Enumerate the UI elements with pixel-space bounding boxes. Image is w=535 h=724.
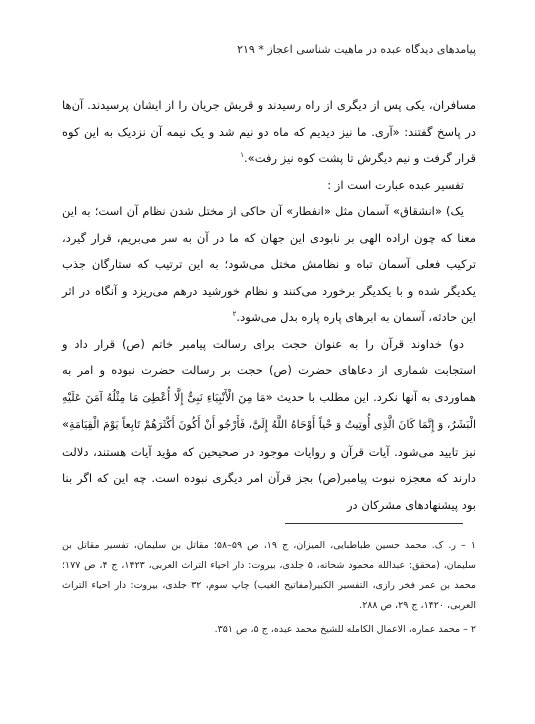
footnote-separator bbox=[285, 523, 463, 524]
paragraph-3 bbox=[62, 198, 476, 331]
paragraph-4-text-after: » نیز تایید می‌شود. آیات قرآن و روایات موجود در صحیحین که مؤید آیات هستند، دلالت دارند که معجزه نبوت پیامبر(ص) بجز قرآن امر دیگری نبوده است. چه این که اگر بنا بود پیشنهادهای مشرکان در bbox=[62, 417, 476, 512]
running-header: پیامدهای دیدگاه عبده در ماهیت شناسی اعجاز * ۲۱۹ bbox=[237, 43, 476, 56]
page-content bbox=[62, 42, 476, 518]
footnote-ref-2[interactable]: ۲ bbox=[232, 310, 237, 319]
footnotes bbox=[62, 536, 476, 644]
footnote-ref-1[interactable]: ۱ bbox=[240, 151, 245, 160]
paragraph-2: تفسیر عبده عبارت است از : bbox=[327, 177, 464, 192]
paragraph-4-text-before: دو) خداوند قرآن را به عنوان حجت برای رسالت پیامبر خاتم (ص) قرار داد و استجابت شماری از دعاهای حضرت (ص) حجت بر رسالت حضرت نبوده و امر به هماوردی به آنها نکرد. این مطلب با حدیث « bbox=[62, 336, 476, 404]
footnote-2: ۲ – محمد عماره، الاعمال الکامله للشیخ محمد عبده، ج ۵، ص ۳۵۱. bbox=[214, 624, 476, 635]
paragraph-3-text: یک) «انشقاق» آسمان مثل «انفطار» آن حاکی از مختل شدن نظام آن است؛ به این معنا که چون اراده الهی بر نابودی این جهان که ما در آن به سر می‌بریم، قرار گیرد، ترکیب فعلی آسمان تباه و نظامش مختل می‌شود؛ به این ترتیب که ستارگان جذب یکدیگر شده و با یکدیگر برخورد می‌کنند و نظام خورشید درهم می‌ریزد و آنگاه در اثر این حادثه، آسمان به ابرهای پاره پاره بدل می‌شود. bbox=[62, 204, 476, 324]
paragraph-4 bbox=[62, 331, 476, 519]
paragraph-1-text: مسافران، یکی پس از دیگری از راه رسیدند و قریش جریان را از ایشان پرسیدند. آن‌ها در پاسخ گفتند: «آری. ما نیز دیدیم که ماه دو نیم شد و یک نیمه آن نزدیک به این کوه قرار گرفت و نیم دیگرش تا پشت کوه نیز رفت». bbox=[62, 98, 476, 165]
paragraph-1 bbox=[62, 92, 476, 172]
hadith-quote: مَا مِنَ الْأَنْبِیَاءِ نَبِیٌّ إِلَّا أُعْطِیَ مَا مِثْلُهُ آمَنَ عَلَیْهِ الْبَشَرُ، وَ إِنَّمَا كَانَ الَّذِی أُوتِیتُ وَ حْیاً أَوْحَاهُ اللَّهُ إِلَیَّ، فَأَرْجُو أَنْ أَكُونَ أَكْثَرَهُمْ تَابِعاً یَوْمَ الْقِیَامَةِ bbox=[62, 390, 476, 431]
footnote-1: ۱ – ر. ک. محمد حسین طباطبایی، المیزان، ج ۱۹، ص ۵۹–۵۸؛ مقاتل بن سلیمان، تفسیر مقاتل بن سلیمان، (محقق: عبدالله محمود شحاته، ۵ جلدی، بیروت: دار احیاء التراث العربی، ۱۴۲۳، ج ۴، ص ۱۷۷؛محمد بن عمر فخر رازی، التفسیر الکبیر(مفاتیح الغیب) چاپ سوم، ۳۲ جلدی، بیروت: دار احیاء التراث العربی، ۱۴۲۰، ج ۲۹، ص ۲۸۸. bbox=[62, 540, 476, 611]
